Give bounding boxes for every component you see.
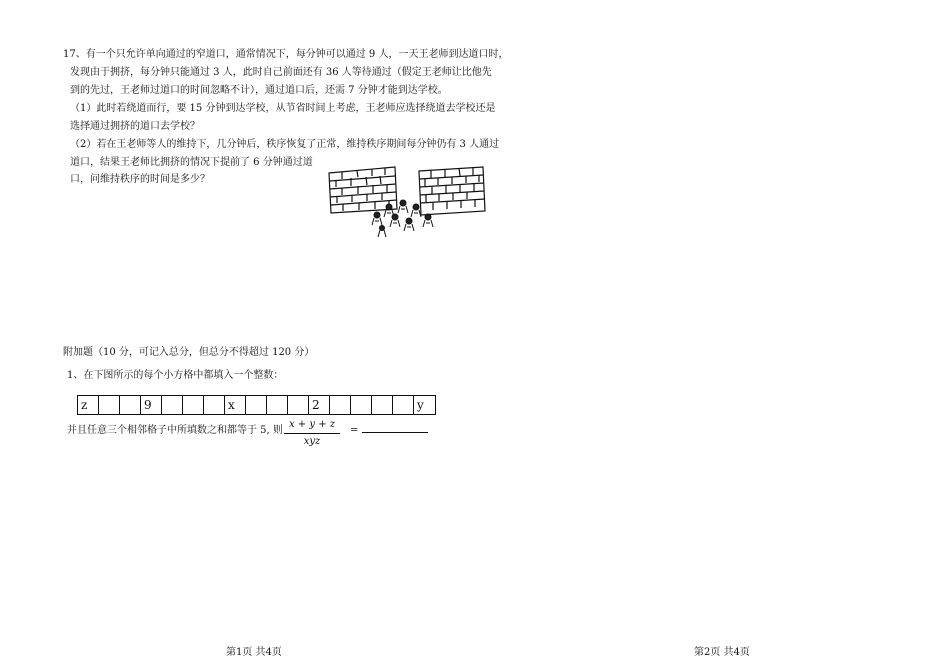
answer-blank[interactable] (362, 432, 428, 433)
grid-cell (372, 396, 393, 414)
fraction-bar (284, 433, 340, 434)
grid-cell: z (78, 396, 99, 414)
problem-17-line-4: （1）此时若绕道而行，要 15 分钟到达学校，从节省时间上考虑，王老师应选择绕道去学校还是 (70, 103, 496, 114)
bonus-question-1-intro: 1、在下图所示的每个小方格中都填入一个整数： (67, 370, 284, 381)
bonus-condition: 并且任意三个相邻格子中所填数之和都等于 5, 则 (67, 425, 283, 436)
grid-cell (162, 396, 183, 414)
grid-cell (288, 396, 309, 414)
problem-17-line-8: 口，问维持秩序的时间是多少？ (70, 174, 210, 185)
grid-cell (99, 396, 120, 414)
footer-page-right: 第2页 共4页 (694, 647, 750, 658)
grid-cell (393, 396, 414, 414)
bonus-title: 附加题（10 分，可记入总分，但总分不得超过 120 分） (63, 347, 315, 358)
equals-sign: = (350, 425, 359, 436)
grid-cell: y (417, 398, 424, 412)
grid-cell (183, 396, 204, 414)
grid-cell: x (225, 396, 246, 414)
fraction-denominator: xyz (303, 436, 321, 447)
answer-fraction (284, 419, 340, 448)
problem-17-line-3: 到的先过，王老师过道口的时间忽略不计），通过道口后，还需 7 分钟才能到达学校。 (70, 85, 448, 96)
grid-cell: 2 (309, 396, 330, 414)
problem-17-line-5: 选择通过拥挤的道口去学校？ (70, 121, 200, 132)
grid-cell (204, 396, 225, 414)
grid-cell (120, 396, 141, 414)
problem-17-line-2: 发现由于拥挤，每分钟只能通过 3 人，此时自己前面还有 36 人等待通过（假定王老师让比他先 (70, 67, 492, 78)
problem-17-line-6: （2）若在王老师等人的维持下，几分钟后，秩序恢复了正常，维持秩序期间每分钟仍有 3 人通过 (70, 139, 500, 150)
grid-cell (267, 396, 288, 414)
footer-page-left: 第1页 共4页 (226, 647, 282, 658)
narrow-passage-illustration (327, 165, 487, 240)
problem-17-line-1: 17、有一个只允许单向通过的窄道口，通常情况下，每分钟可以通过 9 人，一天王老师到达道口时， (63, 49, 509, 60)
integer-grid (77, 395, 436, 415)
fraction-numerator: x + y + z (288, 419, 336, 430)
grid-cell (351, 396, 372, 414)
grid-cell (246, 396, 267, 414)
grid-cell (330, 396, 351, 414)
grid-cell: 9 (141, 396, 162, 414)
problem-17-line-7: 道口，结果王老师比拥挤的情况下提前了 6 分钟通过道 (70, 157, 313, 168)
